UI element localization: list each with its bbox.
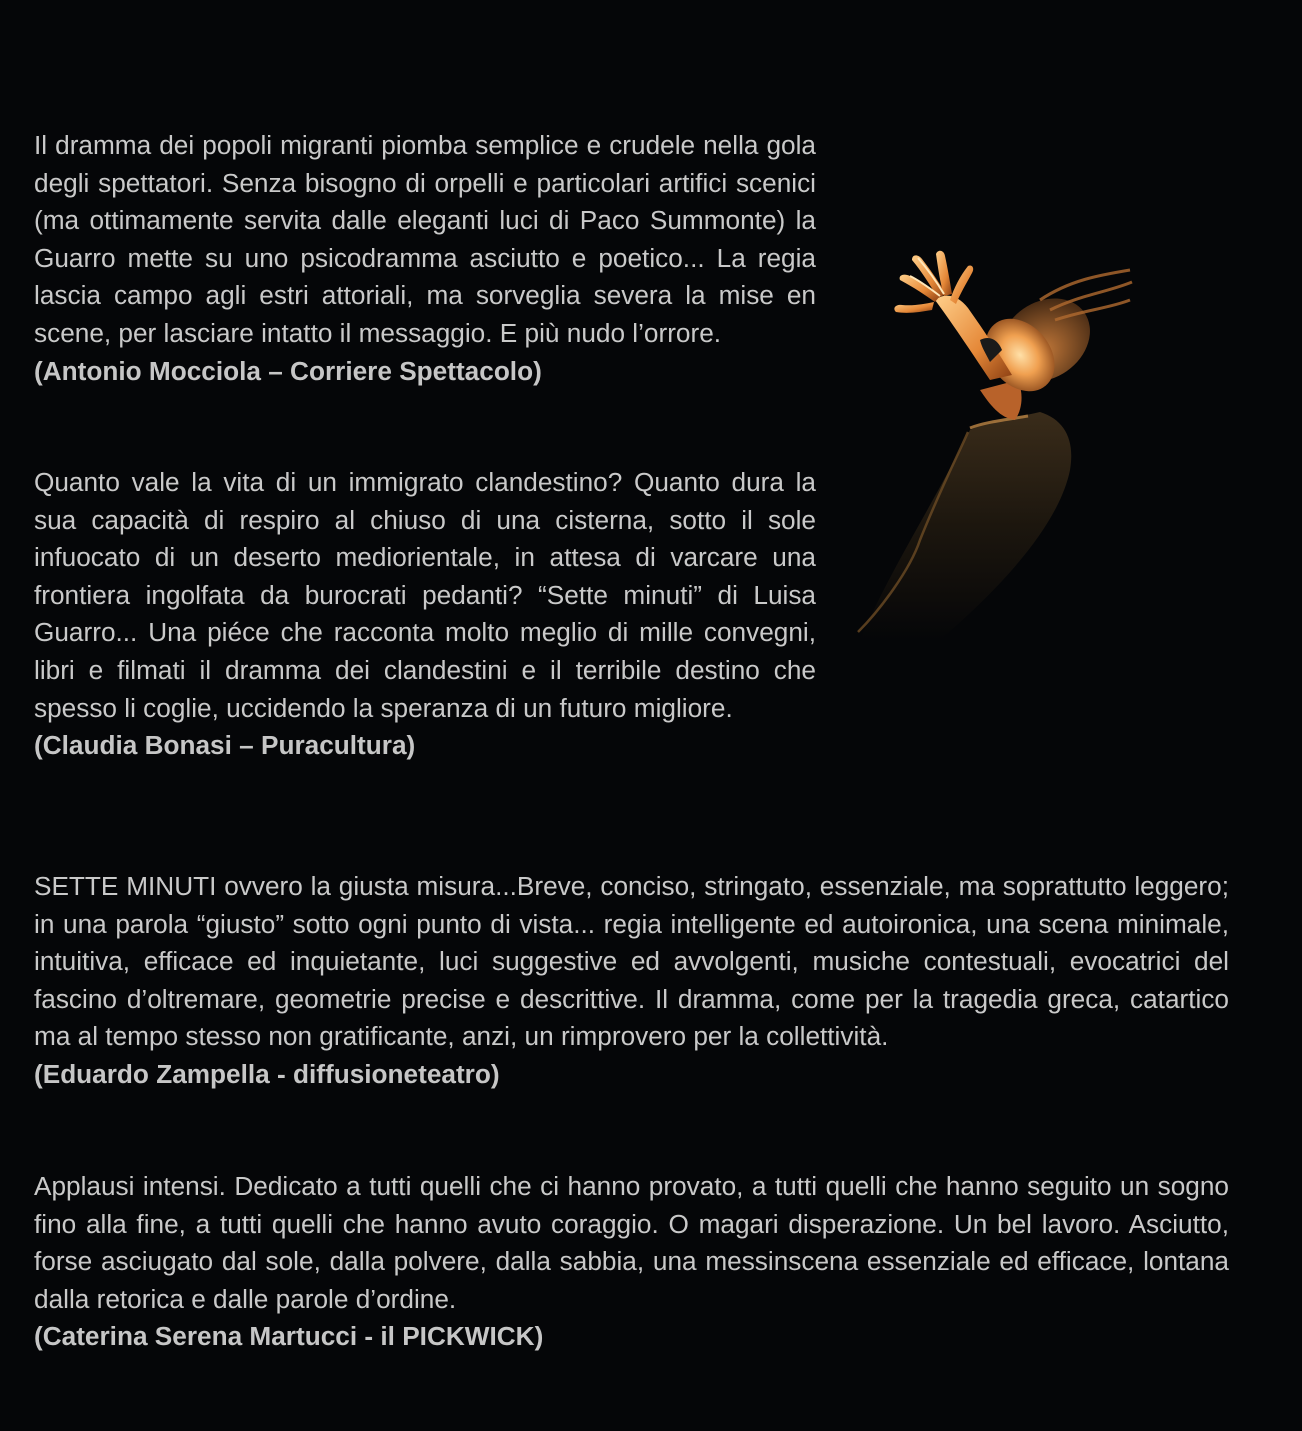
review-bonasi <box>34 464 816 765</box>
review-mocciola <box>34 127 816 390</box>
review-text: SETTE MINUTI ovvero la giusta misura...Breve, conciso, stringato, essenziale, ma soprattutto leggero; in una parola “giusto” sotto ogni punto di vista... regia intelligente ed autoironica, una scena minimale, intuitiva, efficace ed inquietante, luci suggestive ed avvolgenti, musiche contestuali, evocatrici del fascino d’oltremare, geometrie precise e descrittive. Il dramma, come per la tragedia greca, catartico ma al tempo stesso non gratificante, anzi, un rimprovero per la collettività. <box>34 871 1229 1052</box>
review-martucci <box>34 1168 1229 1356</box>
review-zampella <box>34 868 1229 1094</box>
review-credit: (Eduardo Zampella - diffusioneteatro) <box>34 1058 500 1089</box>
review-credit: (Antonio Mocciola – Corriere Spettacolo) <box>34 355 542 386</box>
review-text: Quanto vale la vita di un immigrato clandestino? Quanto dura la sua capacità di respiro al chiuso di una cisterna, sotto il sole infuocato di un deserto mediorientale, in attesa di varcare una frontiera ingolfata da burocrati pedanti? “Sette minuti” di Luisa Guarro... Una piéce che racconta molto meglio di mille convegni, libri e filmati il dramma dei clandestini e il terribile destino che spesso li coglie, uccidendo la speranza di un futuro migliore. <box>34 467 816 723</box>
review-text: Applausi intensi. Dedicato a tutti quelli che ci hanno provato, a tutti quelli che hanno seguito un sogno fino alla fine, a tutti quelli che hanno avuto coraggio. O magari disperazione. Un bel lavoro. Asciutto, forse asciugato dal sole, dalla polvere, dalla sabbia, una messinscena essenziale ed efficace, lontana dalla retorica e dalle parole d’ordine. <box>34 1171 1229 1314</box>
review-credit: (Caterina Serena Martucci - il PICKWICK) <box>34 1321 544 1352</box>
actor-silhouette-photo <box>840 240 1160 640</box>
review-credit: (Claudia Bonasi – Puracultura) <box>34 730 416 761</box>
review-text: Il dramma dei popoli migranti piomba semplice e crudele nella gola degli spettatori. Senza bisogno di orpelli e particolari artifici scenici (ma ottimamente servita dalle eleganti luci di Paco Summonte) la Guarro mette su uno psicodramma asciutto e poetico... La regia lascia campo agli estri attoriali, ma sorveglia severa la mise en scene, per lasciare intatto il messaggio. E più nudo l’orrore. <box>34 130 816 348</box>
